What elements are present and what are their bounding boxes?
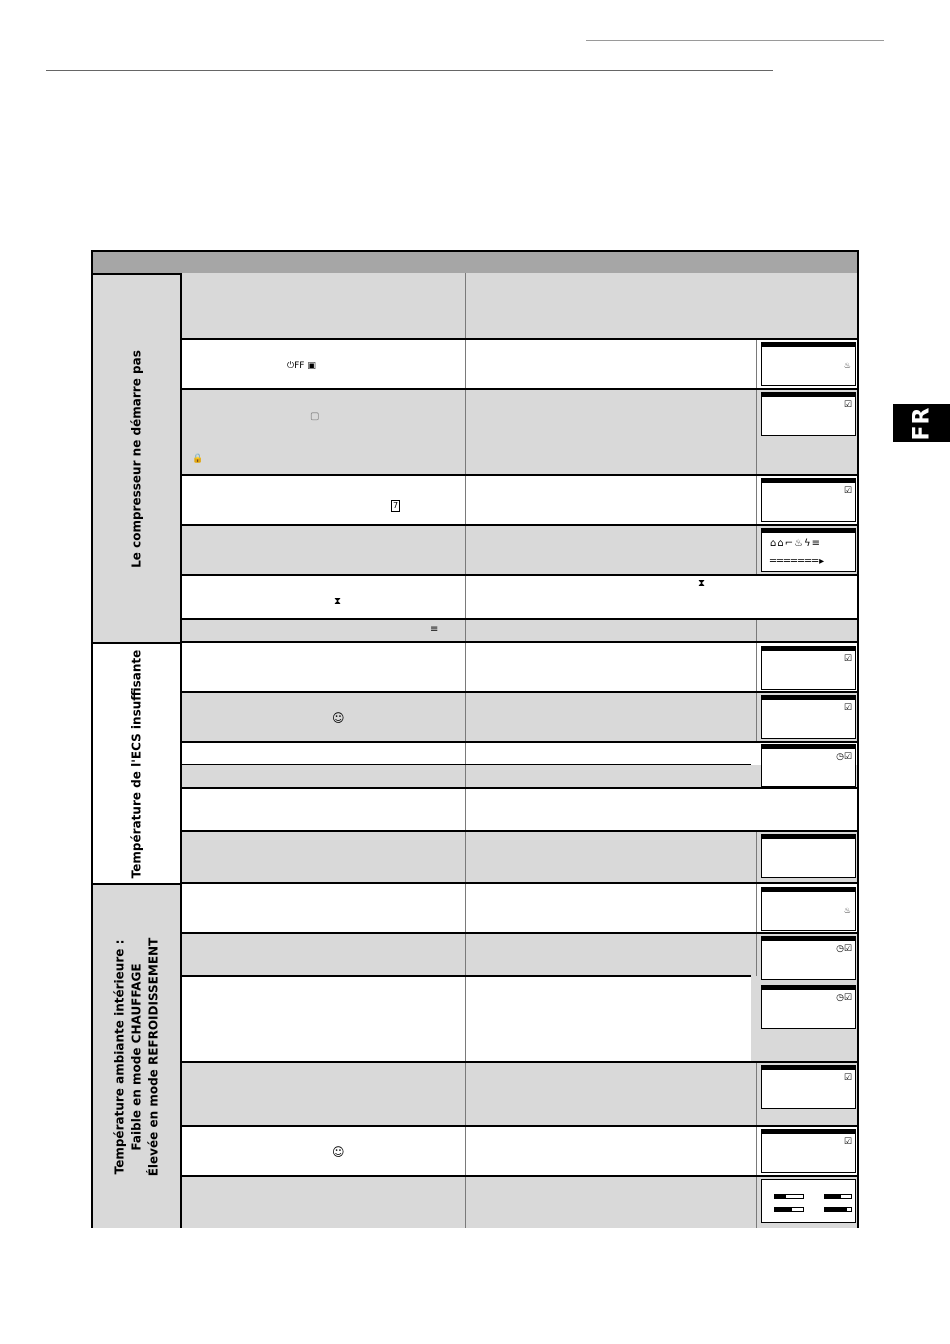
lcd-display: [761, 695, 856, 739]
lcd-display: [761, 1065, 856, 1109]
clock-check-icon: ◷☑: [836, 944, 852, 954]
check-icon: ☑: [843, 400, 852, 410]
table-row: [182, 1175, 857, 1228]
smiley-icon: ☺: [332, 1145, 345, 1159]
group-ecs: [93, 642, 182, 883]
check-icon: ☑: [843, 1137, 852, 1147]
check-icon: ☑: [843, 654, 852, 664]
table-header: [93, 252, 857, 275]
table-row: [182, 1125, 857, 1176]
lcd-display: [761, 834, 856, 878]
lcd-display: [761, 1179, 856, 1223]
off-mode-icon: ⏻FF ▣: [287, 361, 316, 371]
top-rule-left: [46, 70, 773, 71]
lcd-display: [761, 392, 856, 436]
table-row: [182, 338, 857, 389]
flame-icon: ♨: [843, 906, 851, 915]
table-row: [182, 618, 857, 642]
lcd-display: [761, 985, 856, 1029]
schedule-icon: ≡: [430, 624, 439, 635]
table-row: [182, 741, 857, 765]
table-row: [182, 388, 857, 475]
language-tab[interactable]: [893, 404, 950, 442]
table-row: [182, 787, 857, 831]
flame-icon: ♨: [843, 361, 851, 370]
smiley-icon: ☺: [332, 711, 345, 725]
table-row: [182, 474, 857, 525]
lcd-display: [761, 342, 856, 386]
level-bar: [824, 1207, 852, 1212]
lcd-display: [761, 478, 856, 522]
clock-check-icon: ◷☑: [836, 752, 852, 762]
hourglass-icon: ⧗: [334, 596, 342, 607]
lcd-display: [761, 744, 856, 787]
check-icon: ☑: [843, 486, 852, 496]
house-icon: ⌂⌂⌐♨ϟ≡: [770, 538, 822, 549]
table-row: [182, 273, 857, 339]
table-row: [182, 691, 857, 742]
group-compressor: [93, 275, 182, 642]
group-ambient: [93, 883, 182, 1228]
group-ecs-label: Température de l'ECS insuffisante: [129, 649, 143, 878]
table-row: [182, 764, 751, 788]
note-icon: ▢: [310, 411, 320, 422]
troubleshooting-table: [91, 250, 859, 1228]
hourglass-icon: ⧗: [698, 578, 706, 589]
lcd-display: [761, 1129, 856, 1173]
group-compressor-label: Le compresseur ne démarre pas: [129, 349, 143, 568]
check-icon: ☑: [843, 703, 852, 713]
table-row: [182, 1061, 857, 1126]
lcd-display: [761, 887, 856, 931]
level-bar: [824, 1194, 852, 1199]
table-row: [182, 830, 857, 883]
lcd-display: [761, 528, 856, 572]
schedule-icon: ═══════▸: [770, 556, 826, 567]
level-bar: [774, 1194, 804, 1199]
table-row: [182, 641, 857, 692]
top-rule-right: [586, 40, 884, 41]
table-row: [182, 574, 857, 619]
clock-check-icon: ◷☑: [836, 993, 852, 1003]
lock-icon: 🔒: [192, 454, 204, 464]
table-row: [182, 932, 857, 976]
lcd-display: [761, 936, 856, 980]
calendar-icon: 7: [393, 501, 399, 510]
group-ambient-label: Température ambiante intérieure : Faible en mode CHAUFFAGE Élevée en mode REFROIDISSEMENT: [112, 937, 160, 1176]
lcd-display: [761, 646, 856, 690]
table-row: [182, 524, 857, 575]
table-row: [182, 882, 857, 933]
level-bar: [774, 1207, 804, 1212]
check-icon: ☑: [843, 1073, 852, 1083]
language-tab-label: FR: [909, 406, 934, 440]
table-row: [182, 975, 751, 1062]
